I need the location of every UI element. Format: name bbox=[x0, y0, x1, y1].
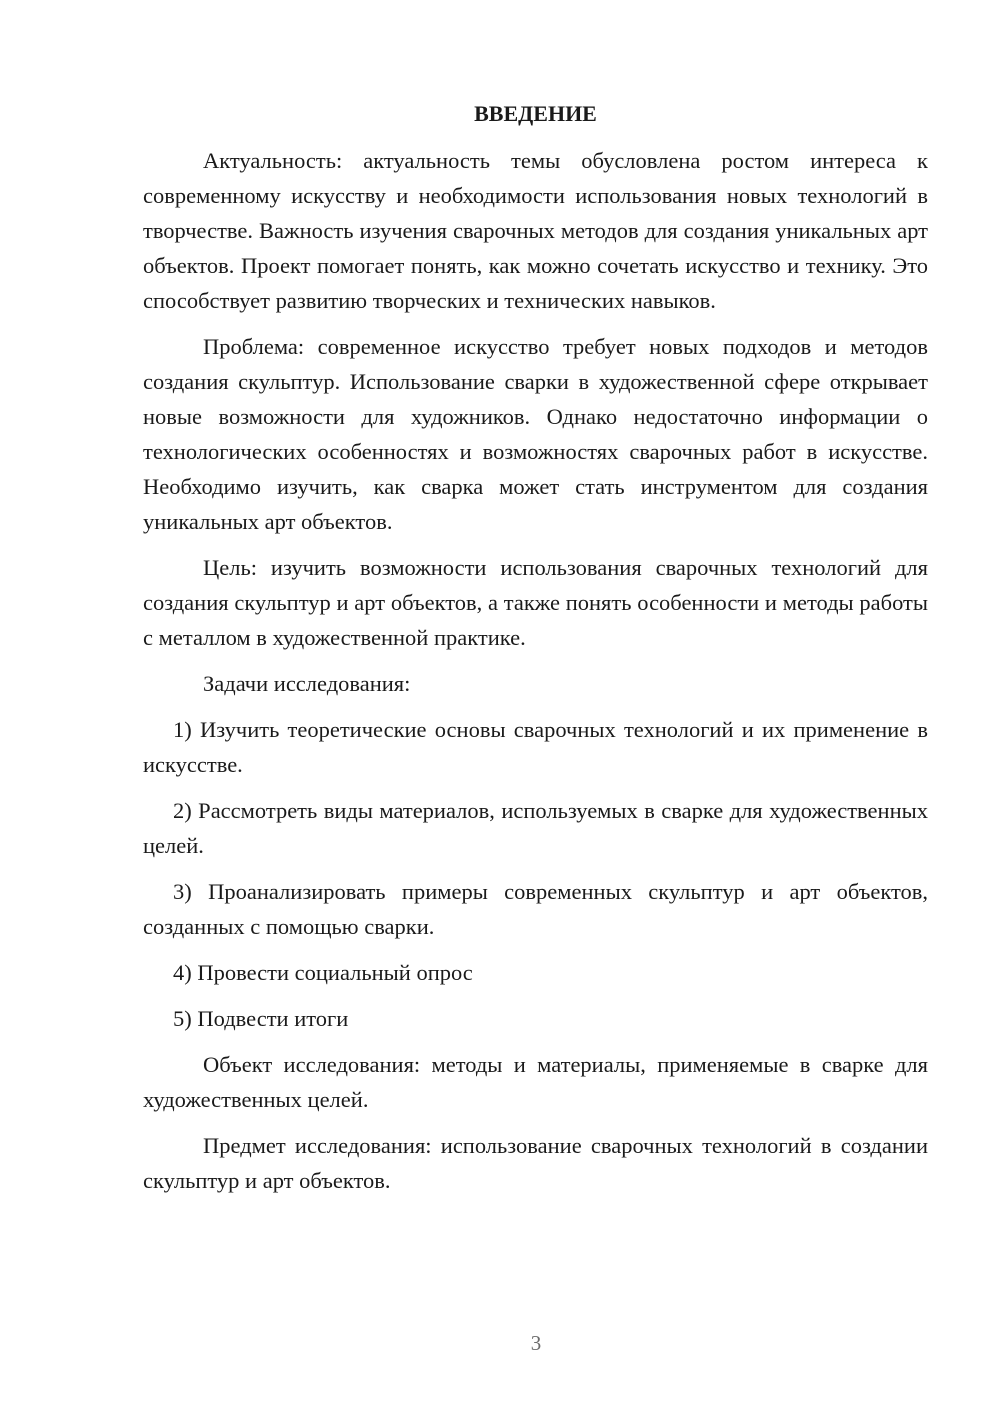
list-item: 2) Рассмотреть виды материалов, используемых в сварке для художественных целей. bbox=[143, 798, 928, 858]
research-subject-paragraph: Предмет исследования: использование сварочных технологий в создании скульптур и арт объектов. bbox=[143, 1133, 928, 1193]
list-item: 3) Проанализировать примеры современных скульптур и арт объектов, созданных с помощью сварки. bbox=[143, 879, 928, 939]
problem-paragraph: Проблема: современное искусство требует новых подходов и методов создания скульптур. Использование сварки в художественной сфере открывает новые возможности для художников. Однако недостаточно информации о технологических особенностях и возможностях сварочных работ в искусстве. Необходимо изучить, как сварка может стать инструментом для создания уникальных арт объектов. bbox=[143, 334, 928, 534]
list-item: 1) Изучить теоретические основы сварочных технологий и их применение в искусстве. bbox=[143, 717, 928, 777]
tasks-list bbox=[143, 712, 928, 1036]
page-title: ВВЕДЕНИЕ bbox=[474, 101, 597, 126]
list-item: 5) Подвести итоги bbox=[173, 1006, 349, 1031]
relevance-paragraph: Актуальность: актуальность темы обусловлена ростом интереса к современному искусству и необходимости использования новых технологий в творчестве. Важность изучения сварочных методов для создания уникальных арт объектов. Проект помогает понять, как можно сочетать искусство и технику. Это способствует развитию творческих и технических навыков. bbox=[143, 148, 928, 313]
goal-paragraph: Цель: изучить возможности использования сварочных технологий для создания скульптур и арт объектов, а также понять особенности и методы работы с металлом в художественной практике. bbox=[143, 555, 928, 650]
tasks-heading: Задачи исследования: bbox=[203, 671, 411, 696]
list-item: 4) Провести социальный опрос bbox=[173, 960, 473, 985]
page-number: 3 bbox=[530, 1331, 542, 1355]
document-page bbox=[143, 96, 928, 1209]
research-object-paragraph: Объект исследования: методы и материалы, применяемые в сварке для художественных целей. bbox=[143, 1052, 928, 1112]
